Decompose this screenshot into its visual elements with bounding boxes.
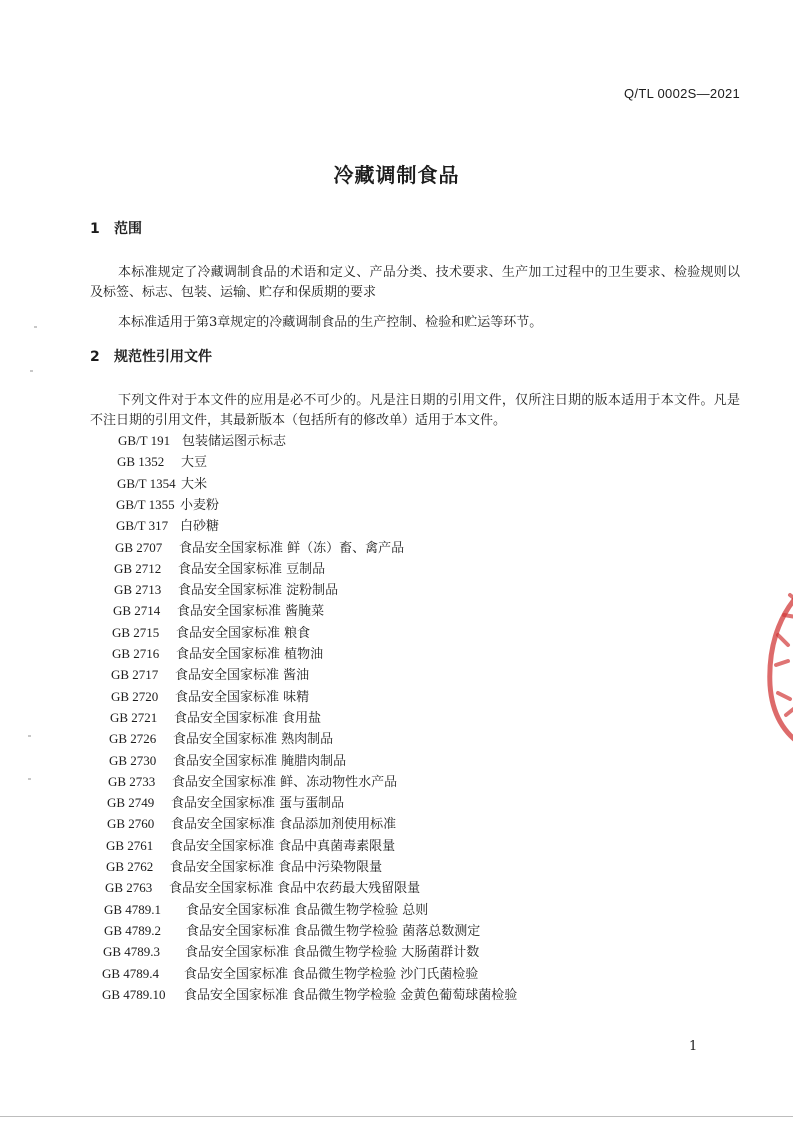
reference-item — [107, 814, 396, 835]
reference-item — [112, 644, 323, 665]
section-heading-scope — [90, 218, 142, 238]
reference-item — [111, 687, 309, 708]
reference-title: 食品安全国家标准 酱油 — [175, 668, 310, 684]
reference-title: 食品安全国家标准 食品微生物学检验 大肠菌群计数 — [185, 945, 480, 961]
section-number: 2 — [90, 349, 100, 365]
reference-title: 食品安全国家标准 酱腌菜 — [177, 604, 325, 620]
reference-title: 食品安全国家标准 鲜、冻动物性水产品 — [172, 774, 398, 790]
reference-title: 白砂糖 — [180, 519, 220, 535]
reference-code: GB 2707 — [115, 539, 163, 555]
reference-title: 食品安全国家标准 腌腊肉制品 — [173, 753, 347, 769]
reference-title: 食品安全国家标准 食品微生物学检验 金黄色葡萄球菌检验 — [184, 987, 518, 1003]
reference-title: 食品安全国家标准 食品中污染物限量 — [170, 860, 383, 875]
reference-item — [102, 985, 517, 1006]
scope-paragraph-1: 本标准规定了冷藏调制食品的术语和定义、产品分类、技术要求、生产加工过程中的卫生要求、检验规则以及标签、标志、包装、运输、贮存和保质期的要求 — [90, 265, 740, 300]
reference-title: 小麦粉 — [180, 497, 220, 513]
page-bottom-line — [0, 1116, 793, 1117]
section-number: 1 — [90, 221, 100, 237]
scan-artifact — [28, 778, 31, 780]
reference-item — [113, 601, 324, 622]
reference-code: GB 2720 — [111, 688, 159, 704]
reference-code: GB 1352 — [117, 454, 165, 470]
reference-code: GB 2713 — [114, 582, 162, 598]
reference-item — [115, 538, 404, 559]
reference-code: GB 2761 — [106, 837, 154, 853]
reference-item — [111, 665, 309, 686]
references-intro-paragraph: 下列文件对于本文件的应用是必不可少的。凡是注日期的引用文件，仅所注日期的版本适用于本文件。凡是不注日期的引用文件，其最新版本（包括所有的修改单）适用于本文件。 — [90, 393, 740, 428]
reference-title: 包装储运图示标志 — [182, 434, 287, 449]
reference-title: 食品安全国家标准 蛋与蛋制品 — [171, 796, 345, 812]
reference-code: GB 2730 — [109, 752, 157, 768]
reference-code: GB 2715 — [112, 624, 160, 640]
section-title: 规范性引用文件 — [114, 349, 212, 365]
reference-title: 食品安全国家标准 食用盐 — [174, 710, 322, 726]
reference-item — [104, 900, 428, 921]
reference-code: GB 2712 — [114, 560, 162, 576]
reference-code: GB/T 317 — [116, 518, 169, 534]
reference-title: 食品安全国家标准 味精 — [175, 689, 310, 705]
document-code: Q/TL 0002S—2021 — [624, 86, 741, 101]
reference-title: 食品安全国家标准 食品中真菌毒素限量 — [170, 838, 396, 854]
reference-code: GB 4789.10 — [102, 986, 166, 1002]
reference-code: GB/T 1354 — [117, 475, 176, 491]
reference-title: 大米 — [181, 476, 208, 492]
reference-code: GB 4789.4 — [102, 965, 160, 981]
reference-item — [114, 580, 338, 601]
reference-title: 食品安全国家标准 食品微生物学检验 沙门氏菌检验 — [184, 966, 479, 982]
reference-code: GB 2721 — [110, 709, 158, 725]
reference-item — [105, 878, 420, 899]
reference-title: 食品安全国家标准 食品微生物学检验 菌落总数测定 — [186, 923, 481, 939]
reference-item — [109, 751, 346, 772]
reference-code: GB 2717 — [111, 667, 159, 683]
section-title: 范围 — [114, 221, 142, 237]
reference-code: GB 4789.1 — [104, 901, 162, 917]
reference-item — [108, 772, 397, 793]
scan-artifact — [30, 370, 33, 372]
reference-code: GB 2749 — [107, 795, 155, 811]
reference-item — [112, 623, 310, 644]
reference-title: 食品安全国家标准 淀粉制品 — [178, 583, 339, 599]
reference-code: GB 2733 — [108, 773, 156, 789]
reference-title: 大豆 — [181, 455, 208, 471]
reference-code: GB 4789.3 — [103, 944, 161, 960]
scan-artifact — [28, 735, 31, 737]
page-number: 1 — [689, 1039, 698, 1054]
reference-code: GB 2763 — [105, 880, 153, 896]
reference-item — [103, 942, 479, 963]
reference-item — [116, 516, 219, 537]
reference-item — [104, 921, 480, 942]
reference-item — [109, 729, 333, 750]
reference-title: 食品安全国家标准 粮食 — [176, 625, 311, 641]
reference-code: GB/T 1355 — [116, 496, 175, 512]
reference-item — [116, 495, 219, 516]
reference-title: 食品安全国家标准 鲜（冻）畜、禽产品 — [179, 540, 405, 556]
reference-item — [114, 559, 325, 580]
reference-code: GB 2716 — [112, 646, 160, 661]
reference-code: GB 2760 — [107, 816, 155, 832]
reference-item — [117, 452, 207, 473]
document-title: 冷藏调制食品 — [333, 163, 460, 187]
reference-item — [117, 474, 207, 495]
reference-title: 食品安全国家标准 植物油 — [176, 647, 324, 662]
reference-title: 食品安全国家标准 食品微生物学检验 总则 — [186, 902, 429, 918]
reference-title: 食品安全国家标准 食品添加剂使用标准 — [171, 817, 397, 833]
red-seal-stamp — [760, 575, 793, 750]
reference-code: GB 2726 — [109, 731, 157, 747]
reference-item — [110, 708, 321, 729]
reference-item — [106, 836, 395, 857]
section-heading-normative-references — [90, 346, 212, 366]
reference-item — [107, 793, 344, 814]
reference-code: GB 2762 — [106, 859, 154, 874]
reference-code: GB 2714 — [113, 603, 161, 619]
reference-code: GB 4789.2 — [104, 922, 162, 938]
scan-artifact — [34, 326, 37, 328]
reference-title: 食品安全国家标准 豆制品 — [178, 561, 326, 577]
reference-item — [102, 964, 478, 985]
reference-code: GB/T 191 — [118, 433, 171, 448]
reference-item — [106, 857, 382, 878]
reference-item — [118, 431, 286, 452]
scope-paragraph-2: 本标准适用于第3章规定的冷藏调制食品的生产控制、检验和贮运等环节。 — [118, 315, 543, 330]
reference-title: 食品安全国家标准 熟肉制品 — [173, 732, 334, 748]
reference-title: 食品安全国家标准 食品中农药最大残留限量 — [169, 881, 421, 897]
